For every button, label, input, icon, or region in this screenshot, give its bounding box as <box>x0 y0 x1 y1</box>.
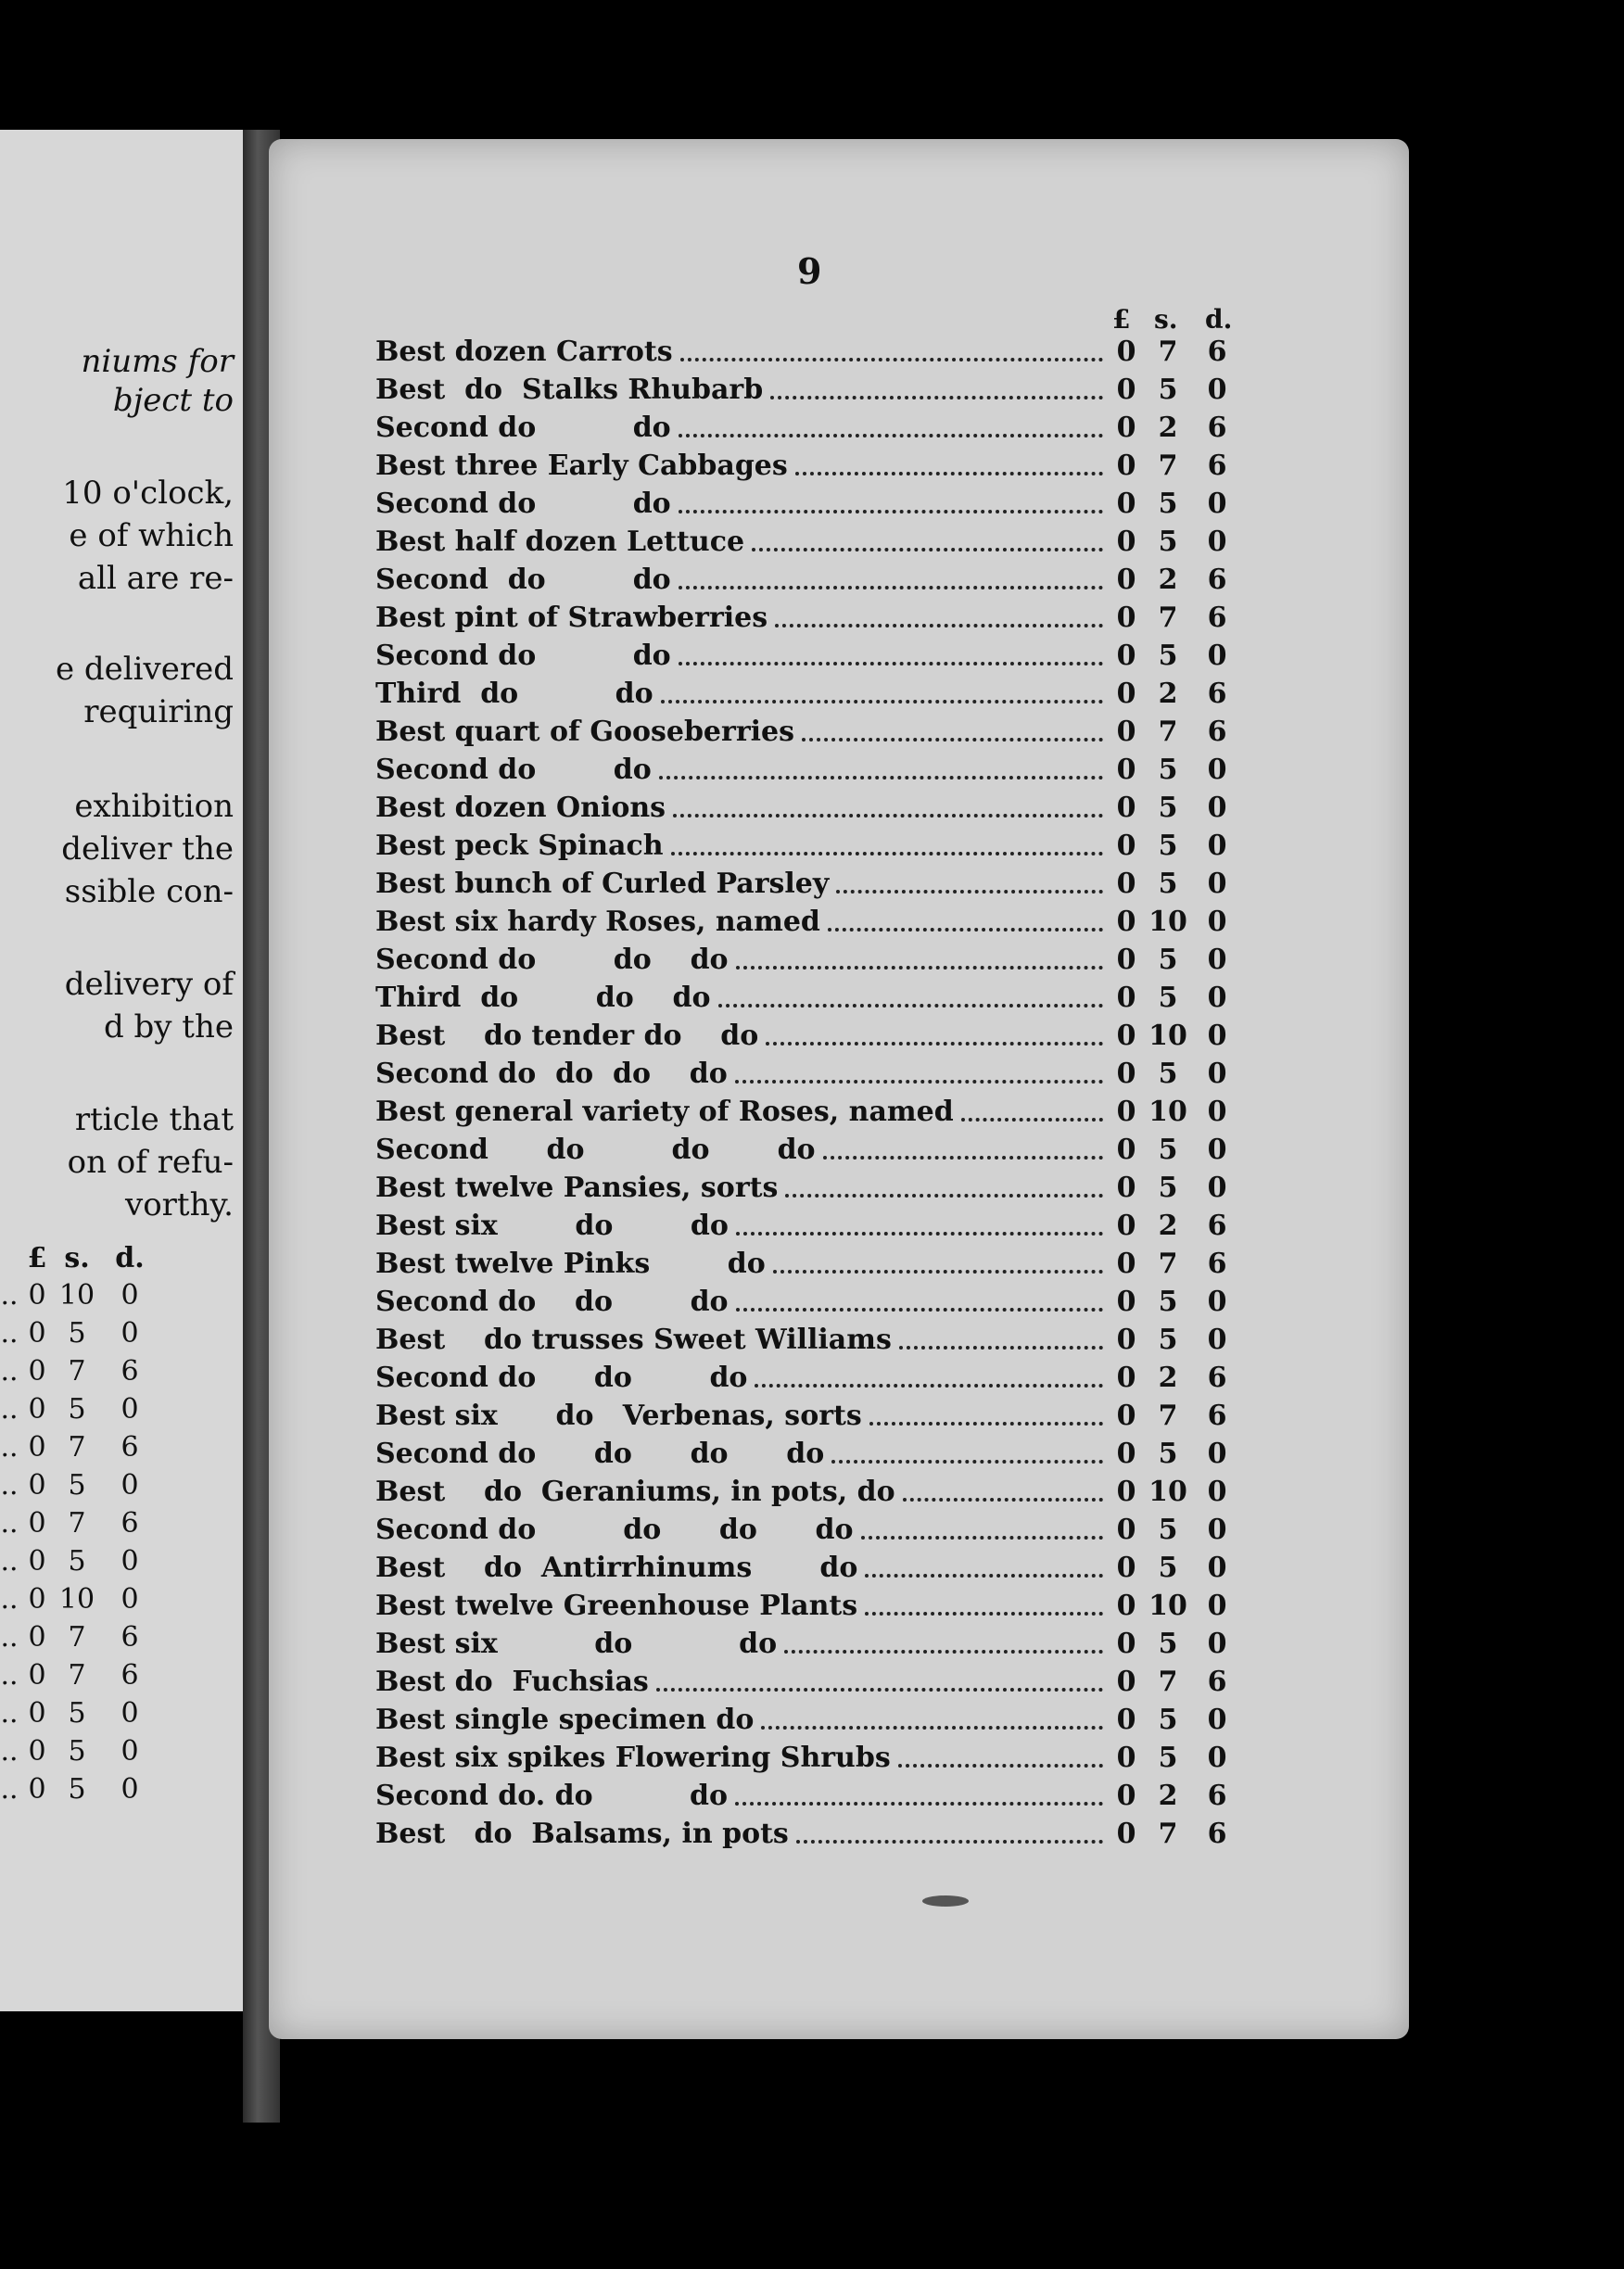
dot-leader <box>795 468 1103 475</box>
left-price-row: .. 0 7 6 <box>0 1659 139 1692</box>
entry-pence: 6 <box>1207 1400 1227 1432</box>
entry-pence: 0 <box>1207 1628 1227 1660</box>
prize-entry <box>375 1362 1302 1399</box>
entry-label: Best do trusses Sweet Williams <box>375 1324 892 1356</box>
entry-shillings: 5 <box>1158 1514 1178 1546</box>
dot-leader <box>718 1000 1103 1008</box>
dot-leader <box>736 1228 1103 1236</box>
prize-entry <box>375 1590 1302 1627</box>
left-price-row: .. 0 5 0 <box>0 1317 139 1350</box>
left-price-row: .. 0 5 0 <box>0 1697 139 1730</box>
entry-pounds: 0 <box>1116 1248 1136 1280</box>
entry-pounds: 0 <box>1116 412 1136 444</box>
entry-pence: 6 <box>1207 1248 1227 1280</box>
entry-pounds: 0 <box>1116 830 1136 862</box>
left-text-line: e delivered <box>55 651 234 688</box>
entry-shillings: 5 <box>1158 1286 1178 1318</box>
entry-shillings: 5 <box>1158 1552 1178 1584</box>
left-text-line: rticle that <box>74 1101 234 1138</box>
left-column-headers <box>0 1242 144 1277</box>
entry-pence: 0 <box>1207 1742 1227 1774</box>
left-text-line: requiring <box>83 693 234 730</box>
entry-shillings: 7 <box>1158 1666 1178 1698</box>
dot-leader <box>770 392 1103 399</box>
left-text-line: ssible con- <box>64 873 234 910</box>
entry-label: Second do do <box>375 488 671 520</box>
prize-entry <box>375 488 1302 525</box>
entry-shillings: 10 <box>1148 906 1187 938</box>
entry-shillings: 5 <box>1158 1172 1178 1204</box>
entry-pounds: 0 <box>1116 1590 1136 1622</box>
dot-leader <box>861 1532 1103 1540</box>
entry-shillings: 2 <box>1158 1780 1178 1812</box>
left-text-line: e of which <box>69 517 234 554</box>
entry-pounds: 0 <box>1116 1666 1136 1698</box>
entry-shillings: 2 <box>1158 678 1178 710</box>
entry-pence: 6 <box>1207 1780 1227 1812</box>
dot-leader <box>784 1646 1103 1654</box>
left-price-row: .. 0 5 0 <box>0 1735 139 1768</box>
entry-shillings: 5 <box>1158 944 1178 976</box>
left-price-row: .. 0 7 6 <box>0 1355 139 1388</box>
prize-entry <box>375 336 1302 373</box>
entry-pounds: 0 <box>1116 678 1136 710</box>
left-text-line: bject to <box>112 382 234 419</box>
prize-entry <box>375 1552 1302 1589</box>
dot-leader <box>680 354 1103 361</box>
left-price-row: .. 0 5 0 <box>0 1393 139 1426</box>
prize-entry <box>375 1058 1302 1095</box>
entry-label: Best do tender do do <box>375 1020 759 1052</box>
left-price-row: .. 0 5 0 <box>0 1773 139 1806</box>
dot-leader <box>898 1760 1103 1768</box>
left-price-row: .. 0 7 6 <box>0 1621 139 1654</box>
entry-pounds: 0 <box>1116 1818 1136 1850</box>
prize-entry <box>375 1210 1302 1247</box>
entry-shillings: 5 <box>1158 1704 1178 1736</box>
entry-label: Second do do do do <box>375 1058 728 1090</box>
entry-pounds: 0 <box>1116 754 1136 786</box>
prize-entry <box>375 1780 1302 1817</box>
dot-leader <box>671 848 1103 856</box>
entry-pence: 0 <box>1207 1020 1227 1052</box>
entry-label: Best single specimen do <box>375 1704 755 1736</box>
entry-label: Second do do <box>375 640 671 672</box>
dot-leader <box>823 1152 1103 1160</box>
entry-label: Second do do <box>375 564 671 596</box>
entry-label: Second do do do <box>375 1134 816 1166</box>
left-price-row: .. 0 5 0 <box>0 1545 139 1578</box>
entry-shillings: 5 <box>1158 1058 1178 1090</box>
entry-label: Best half dozen Lettuce <box>375 526 745 558</box>
entry-pence: 0 <box>1207 868 1227 900</box>
entry-pounds: 0 <box>1116 450 1136 482</box>
entry-label: Third do do <box>375 678 653 710</box>
dot-leader <box>865 1570 1103 1578</box>
entry-label: Best six hardy Roses, named <box>375 906 820 938</box>
prize-entry <box>375 906 1302 943</box>
dot-leader <box>659 772 1103 780</box>
entry-pence: 6 <box>1207 716 1227 748</box>
entry-shillings: 5 <box>1158 1742 1178 1774</box>
entry-pence: 0 <box>1207 792 1227 824</box>
entry-pounds: 0 <box>1116 374 1136 406</box>
entry-pence: 0 <box>1207 1286 1227 1318</box>
entry-pounds: 0 <box>1116 1552 1136 1584</box>
entry-pence: 6 <box>1207 336 1227 368</box>
entry-shillings: 7 <box>1158 450 1178 482</box>
entry-shillings: 5 <box>1158 526 1178 558</box>
entry-pounds: 0 <box>1116 1742 1136 1774</box>
entry-shillings: 5 <box>1158 792 1178 824</box>
entry-shillings: 10 <box>1148 1590 1187 1622</box>
entry-shillings: 7 <box>1158 716 1178 748</box>
left-text-line: on of refu- <box>67 1144 234 1181</box>
entry-shillings: 10 <box>1148 1020 1187 1052</box>
prize-entry <box>375 1134 1302 1171</box>
entry-pence: 0 <box>1207 640 1227 672</box>
entry-shillings: 5 <box>1158 982 1178 1014</box>
dot-leader <box>761 1722 1103 1730</box>
prize-entry <box>375 1514 1302 1551</box>
left-price-row: .. 0 5 0 <box>0 1469 139 1502</box>
entry-pounds: 0 <box>1116 1324 1136 1356</box>
entry-pence: 6 <box>1207 450 1227 482</box>
entry-pounds: 0 <box>1116 1096 1136 1128</box>
page-ornament <box>922 1895 969 1907</box>
dot-leader <box>755 1380 1103 1388</box>
entry-label: Best do Balsams, in pots <box>375 1818 789 1850</box>
entry-shillings: 2 <box>1158 1362 1178 1394</box>
left-text-line: niums for <box>81 343 234 380</box>
entry-pounds: 0 <box>1116 1514 1136 1546</box>
entry-pence: 6 <box>1207 1210 1227 1242</box>
pounds-header: £ <box>1112 304 1131 335</box>
entry-label: Best do Fuchsias <box>375 1666 649 1698</box>
prize-entry <box>375 1400 1302 1437</box>
entry-pounds: 0 <box>1116 1628 1136 1660</box>
prize-entry <box>375 754 1302 791</box>
entry-label: Second do do do do <box>375 1438 825 1470</box>
prize-entry <box>375 944 1302 981</box>
entry-label: Best general variety of Roses, named <box>375 1096 954 1128</box>
entry-shillings: 2 <box>1158 564 1178 596</box>
dot-leader <box>679 582 1103 589</box>
entry-pounds: 0 <box>1116 868 1136 900</box>
prize-entry <box>375 1704 1302 1741</box>
left-text-line: delivery of <box>64 966 234 1003</box>
dot-leader <box>736 1304 1103 1312</box>
dot-leader <box>796 1836 1103 1844</box>
prize-entry <box>375 526 1302 563</box>
dot-leader <box>903 1494 1103 1502</box>
entry-pence: 0 <box>1207 830 1227 862</box>
dot-leader <box>679 430 1103 437</box>
entry-label: Best dozen Onions <box>375 792 666 824</box>
prize-entry <box>375 1096 1302 1133</box>
entry-shillings: 7 <box>1158 1400 1178 1432</box>
entry-label: Best twelve Pinks do <box>375 1248 766 1280</box>
entry-pence: 0 <box>1207 488 1227 520</box>
prize-entry <box>375 1742 1302 1779</box>
entry-pence: 6 <box>1207 1818 1227 1850</box>
entry-pence: 0 <box>1207 1096 1227 1128</box>
entry-pence: 0 <box>1207 754 1227 786</box>
prize-entry <box>375 412 1302 449</box>
entry-label: Best six do do <box>375 1210 729 1242</box>
entry-label: Best twelve Pansies, sorts <box>375 1172 779 1204</box>
entry-pence: 0 <box>1207 1058 1227 1090</box>
dot-leader <box>828 924 1103 932</box>
left-text-line: vorthy. <box>125 1186 234 1223</box>
prize-entry <box>375 1324 1302 1361</box>
dot-leader <box>766 1038 1103 1046</box>
entry-pence: 0 <box>1207 526 1227 558</box>
entry-shillings: 5 <box>1158 1324 1178 1356</box>
entry-shillings: 5 <box>1158 830 1178 862</box>
prize-entry <box>375 1172 1302 1209</box>
dot-leader <box>869 1418 1103 1426</box>
entry-pence: 6 <box>1207 412 1227 444</box>
entry-pence: 0 <box>1207 1552 1227 1584</box>
entry-pounds: 0 <box>1116 1438 1136 1470</box>
prize-entry <box>375 830 1302 867</box>
entry-shillings: 5 <box>1158 754 1178 786</box>
entry-pounds: 0 <box>1116 944 1136 976</box>
entry-pence: 0 <box>1207 1134 1227 1166</box>
entry-pounds: 0 <box>1116 1362 1136 1394</box>
entry-pounds: 0 <box>1116 640 1136 672</box>
entry-pence: 0 <box>1207 374 1227 406</box>
dot-leader <box>899 1342 1103 1350</box>
left-price-row: .. 0 7 6 <box>0 1507 139 1540</box>
dot-leader <box>752 544 1103 551</box>
left-text-line: d by the <box>103 1008 234 1046</box>
entry-shillings: 7 <box>1158 1818 1178 1850</box>
entry-pounds: 0 <box>1116 1172 1136 1204</box>
page-number: 9 <box>797 250 822 292</box>
prize-entry <box>375 716 1302 753</box>
entry-shillings: 2 <box>1158 412 1178 444</box>
entry-label: Best do Antirrhinums do <box>375 1552 858 1584</box>
entry-pence: 6 <box>1207 1362 1227 1394</box>
dot-leader <box>735 1076 1103 1084</box>
entry-label: Best do Geraniums, in pots, do <box>375 1476 895 1508</box>
entry-pounds: 0 <box>1116 1058 1136 1090</box>
left-page <box>0 130 247 2011</box>
left-price-row: .. 0 10 0 <box>0 1279 139 1312</box>
dot-leader <box>775 620 1103 627</box>
entry-pence: 0 <box>1207 1514 1227 1546</box>
prize-entry <box>375 640 1302 677</box>
entry-label: Second do do <box>375 754 652 786</box>
dot-leader <box>836 886 1103 894</box>
entry-pence: 0 <box>1207 906 1227 938</box>
entry-pounds: 0 <box>1116 564 1136 596</box>
pence-header: d. <box>115 1242 145 1274</box>
entry-label: Second do do do <box>375 944 729 976</box>
left-text-line: deliver the <box>61 830 234 868</box>
entry-pounds: 0 <box>1116 1780 1136 1812</box>
entry-shillings: 2 <box>1158 1210 1178 1242</box>
entry-label: Best bunch of Curled Parsley <box>375 868 830 900</box>
prize-entry <box>375 1666 1302 1703</box>
prize-entry <box>375 1476 1302 1513</box>
dot-leader <box>802 734 1103 742</box>
entry-pence: 6 <box>1207 602 1227 634</box>
entry-pounds: 0 <box>1116 1210 1136 1242</box>
pence-header: d. <box>1205 304 1233 335</box>
dot-leader <box>831 1456 1103 1464</box>
entry-label: Best six do Verbenas, sorts <box>375 1400 862 1432</box>
entry-label: Best quart of Gooseberries <box>375 716 794 748</box>
entry-shillings: 7 <box>1158 602 1178 634</box>
shillings-header: s. <box>64 1242 90 1274</box>
pounds-header: £ <box>27 1242 47 1274</box>
entry-pence: 0 <box>1207 982 1227 1014</box>
entry-pounds: 0 <box>1116 1134 1136 1166</box>
dot-leader <box>961 1114 1103 1122</box>
entry-label: Second do do do <box>375 1286 729 1318</box>
entry-shillings: 7 <box>1158 336 1178 368</box>
entry-pence: 0 <box>1207 1704 1227 1736</box>
entry-shillings: 5 <box>1158 488 1178 520</box>
entry-label: Best twelve Greenhouse Plants <box>375 1590 858 1622</box>
dot-leader <box>735 1798 1103 1806</box>
entry-pounds: 0 <box>1116 488 1136 520</box>
left-text-line: exhibition <box>74 788 234 825</box>
prize-entry <box>375 1286 1302 1323</box>
entry-label: Second do. do do <box>375 1780 729 1812</box>
entry-pounds: 0 <box>1116 526 1136 558</box>
entry-pence: 0 <box>1207 1172 1227 1204</box>
entry-shillings: 10 <box>1148 1096 1187 1128</box>
entry-label: Best dozen Carrots <box>375 336 673 368</box>
prize-entry <box>375 450 1302 487</box>
entry-shillings: 7 <box>1158 1248 1178 1280</box>
entry-label: Second do do do do <box>375 1514 854 1546</box>
entry-label: Best six spikes Flowering Shrubs <box>375 1742 891 1774</box>
prize-entry <box>375 1248 1302 1285</box>
prize-entry <box>375 792 1302 829</box>
entry-pence: 0 <box>1207 1590 1227 1622</box>
entry-shillings: 5 <box>1158 1134 1178 1166</box>
entry-pence: 0 <box>1207 1324 1227 1356</box>
dot-leader <box>773 1266 1103 1274</box>
entry-shillings: 10 <box>1148 1476 1187 1508</box>
dot-leader <box>673 810 1103 818</box>
entry-pence: 0 <box>1207 944 1227 976</box>
dot-leader <box>785 1190 1103 1198</box>
entry-pence: 6 <box>1207 1666 1227 1698</box>
entry-label: Best peck Spinach <box>375 830 664 862</box>
prize-entry <box>375 374 1302 411</box>
entry-pence: 0 <box>1207 1476 1227 1508</box>
entry-pounds: 0 <box>1116 716 1136 748</box>
left-price-row: .. 0 10 0 <box>0 1583 139 1616</box>
entry-pounds: 0 <box>1116 1020 1136 1052</box>
prize-entry <box>375 1438 1302 1475</box>
prize-entry <box>375 868 1302 905</box>
entry-pounds: 0 <box>1116 1400 1136 1432</box>
entry-pounds: 0 <box>1116 1476 1136 1508</box>
prize-entry <box>375 1020 1302 1057</box>
entry-shillings: 5 <box>1158 374 1178 406</box>
left-text-line: 10 o'clock, <box>62 475 234 512</box>
dot-leader <box>865 1608 1103 1616</box>
dot-leader <box>679 658 1103 665</box>
entry-label: Best six do do <box>375 1628 778 1660</box>
prize-entry <box>375 1628 1302 1665</box>
dot-leader <box>661 696 1103 704</box>
entry-pounds: 0 <box>1116 1704 1136 1736</box>
entry-shillings: 5 <box>1158 1438 1178 1470</box>
prize-entry <box>375 1818 1302 1855</box>
entry-label: Second do do do <box>375 1362 748 1394</box>
entry-pence: 0 <box>1207 1438 1227 1470</box>
dot-leader <box>679 506 1103 513</box>
left-price-row: .. 0 7 6 <box>0 1431 139 1464</box>
shillings-header: s. <box>1154 304 1178 335</box>
right-page <box>269 139 1409 2039</box>
entry-label: Best do Stalks Rhubarb <box>375 374 764 406</box>
entry-pounds: 0 <box>1116 1286 1136 1318</box>
entry-pounds: 0 <box>1116 906 1136 938</box>
entry-pence: 6 <box>1207 564 1227 596</box>
prize-entry <box>375 982 1302 1019</box>
entry-label: Third do do do <box>375 982 711 1014</box>
dot-leader <box>736 962 1103 970</box>
entry-label: Best three Early Cabbages <box>375 450 788 482</box>
entry-label: Best pint of Strawberries <box>375 602 768 634</box>
dot-leader <box>656 1684 1103 1692</box>
entry-label: Second do do <box>375 412 671 444</box>
left-text-line: all are re- <box>77 560 234 597</box>
prize-entry <box>375 678 1302 715</box>
prize-entry <box>375 602 1302 639</box>
entry-pounds: 0 <box>1116 602 1136 634</box>
entry-shillings: 5 <box>1158 1628 1178 1660</box>
entry-shillings: 5 <box>1158 868 1178 900</box>
entry-shillings: 5 <box>1158 640 1178 672</box>
entry-pounds: 0 <box>1116 792 1136 824</box>
entry-pence: 6 <box>1207 678 1227 710</box>
entry-pounds: 0 <box>1116 336 1136 368</box>
prize-entry <box>375 564 1302 601</box>
entry-pounds: 0 <box>1116 982 1136 1014</box>
